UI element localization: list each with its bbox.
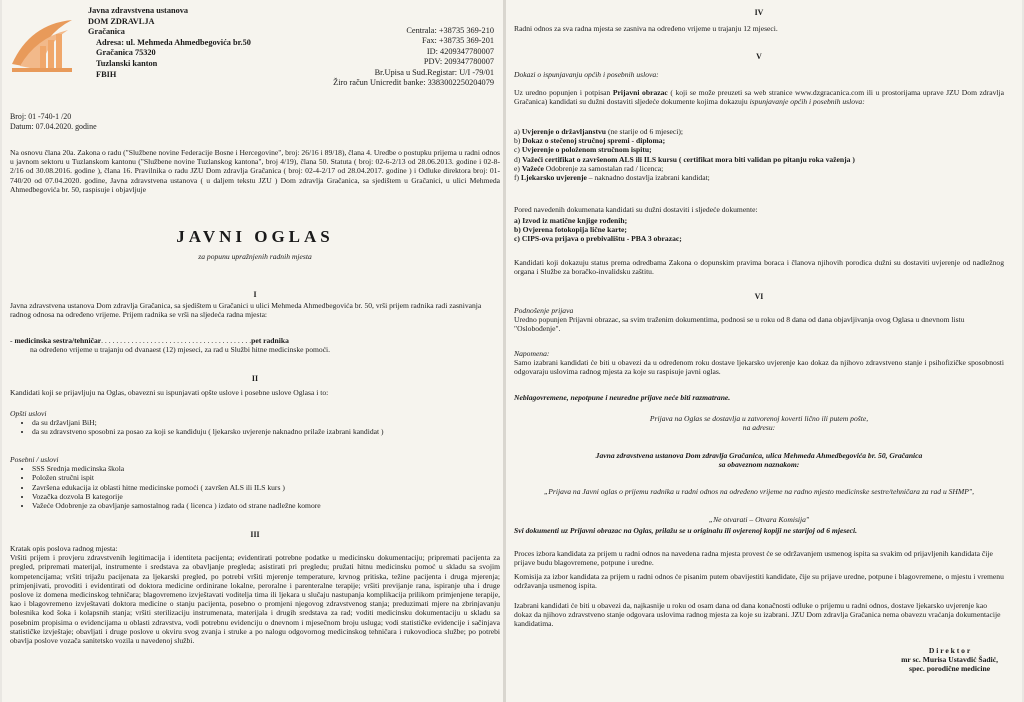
contact-line: Žiro račun Unicredit banke: 3383002250204079 xyxy=(333,78,494,88)
section-iv-text: Radni odnos za sva radna mjesta se zasniva na određeno vrijeme u trajanju 12 mjeseci. xyxy=(514,24,778,33)
note-text: Samo izabrani kandidati će biti u obavezi da u određenom roku dostave ljekarsko uvjerenje kao dokaz da njihovo zdravstveno stanje i psihofizičke sposobnosti odgovaraju uslovima radnog mjesta za koje su raspisuje javni oglas. xyxy=(514,358,1004,377)
submission-label: Podnošenje prijava xyxy=(514,306,574,315)
general-conditions xyxy=(10,409,500,437)
general-conditions-label: Opšti uslovi xyxy=(10,409,47,418)
additional-docs-intro: Pored navedenih dokumenata kandidati su dužni dostaviti i sljedeće dokumente: xyxy=(514,205,758,214)
special-condition-item: • Vozačka dozvola B kategorije xyxy=(32,492,500,501)
proof-item-letter: a) xyxy=(514,127,520,136)
address-line: Javna zdravstvena ustanova Dom zdravlja Gračanica, ulica Mehmeda Ahmedbegovića br. 50, Gračanica xyxy=(595,451,923,460)
org-line: Gračanica xyxy=(88,27,125,37)
section-vi-heading: VI xyxy=(754,292,764,301)
proof-item-bold: Dokaz o stečenoj stručnoj spremi - diploma; xyxy=(522,136,666,146)
delivery-line: Prijava na Oglas se dostavlja u zatvorenoj koverti lično ili putem pošte, xyxy=(649,414,869,423)
proof-item-letter: c) xyxy=(514,145,520,155)
envelope-label: „Prijava na Javni oglas o prijemu radnika u radni odnos na određeno vrijeme na radno mjesto medicinske sestre/tehničara za rad u SHMP", xyxy=(544,487,974,496)
note xyxy=(514,349,1004,377)
proof-item-rest: – naknadno dostavlja izabrani kandidat; xyxy=(588,173,710,183)
contact-line: ID: 4209347780007 xyxy=(426,46,494,56)
additional-doc-item xyxy=(514,234,1004,243)
proof-intro-form: Prijavni obrazac xyxy=(612,88,668,97)
announcement-subtitle: za popunu upražnjenih radnih mjesta xyxy=(198,252,312,261)
documents-note: Svi dokumenti uz Prijavni obrazac na Oglas, prilažu se u originalu ili ovjerenoj kopiji ne starijoj od 6 mjeseci. xyxy=(514,526,858,535)
director-title: D i r e k t o r xyxy=(928,646,971,655)
selected-candidates-note: Izabrani kandidati će biti u obavezi da, najkasnije u roku od osam dana od dana konačnosti odluke o prijemu u radni odnos, dostave ljekarsko uvjerenje kao dokaz da njihovo zdravstveno stanje odgovara uslovima radnog mjesta za koje su izabrani. JZU Dom zdravlja Gračanica nema obavezu vraćanja dokumentacije kandidatima. xyxy=(514,601,1001,629)
submission xyxy=(514,306,1004,334)
additional-doc-text: CIPS-ova prijava o prebivalištu - PBA 3 obrazac; xyxy=(521,234,682,244)
proof-intro xyxy=(514,88,1004,106)
proof-item-rest: (ne starije od 6 mjeseci); xyxy=(607,127,684,136)
section-ii-heading: II xyxy=(251,374,259,383)
do-not-open: „Ne otvarati – Otvara Komisija" xyxy=(708,515,810,524)
section-i-text: Javna zdravstvena ustanova Dom zdravlja Gračanica, sa sjedištem u Gračanici u ulici Mehmeda Ahmedbegovića br. 50, vrši prijem radnika radi zasnivanja radnog odnosa na određeno vrijeme. Prijem radnika se vrši na sljedeća radna mjesta: xyxy=(10,301,482,320)
letterhead xyxy=(8,6,500,98)
director-name: mr sc. Murisa Ustavdić Šadić, xyxy=(901,655,998,665)
proof-item xyxy=(514,136,1004,145)
special-condition-item: • Važeće Odobrenje za obavljanje samostalnog rada ( licenca ) izdato od strane nadležne komore xyxy=(32,501,500,510)
position-name: medicinska sestra/tehničar xyxy=(14,336,102,345)
selection-process: Proces izbora kandidata za prijem u radni odnos na navedena radna mjesta provest će se održavanjem usmenog ispita sa svakim od prijavljenih kandidata čije prijave budu blagovremene, potpune i uredne. xyxy=(514,549,993,568)
position-count: pet radnika xyxy=(251,336,289,345)
proof-item-bold: Ljekarsko uvjerenje xyxy=(520,173,587,183)
announcement-title: JAVNI OGLAS xyxy=(176,227,334,246)
delivery-address xyxy=(514,451,1004,469)
proof-item xyxy=(514,164,1004,173)
special-condition-item: • Završena edukacija iz oblasti hitne medicinske pomoći ( završen ALS ili ILS kurs ) xyxy=(32,483,500,492)
section-iii-heading: III xyxy=(250,530,260,539)
proof-item-letter: f) xyxy=(514,173,520,183)
commission-note: Komisija za izbor kandidata za prijem u radni odnos će pisanim putem obavijestiti kandidate, čije su prijave uredne, potpune i blagovremene, o mjestu i vremenu održavanja usmenog ispita. xyxy=(514,572,1004,591)
org-line: Gračanica 75320 xyxy=(96,48,156,58)
special-conditions xyxy=(10,455,500,510)
right-column xyxy=(506,0,1022,702)
job-description-label: Kratak opis poslova radnog mjesta: xyxy=(10,544,118,553)
general-condition-item: • da su državljani BiH; xyxy=(32,418,500,427)
veterans-note: Kandidati koji dokazuju status prema odredbama Zakona o dopunskim pravima boraca i članova njihovih porodica dužni su dostaviti uvjerenje od nadležnog organa i Službe za boračko-invalidsku zaštitu. xyxy=(514,258,1004,277)
proof-item-bold: Uvjerenje o položenom stručnom ispitu; xyxy=(521,145,652,155)
section-v-heading: V xyxy=(756,52,762,61)
org-line: DOM ZDRAVLJA xyxy=(88,16,155,26)
proof-intro-d: ispunjavanje općih i posebnih uslova: xyxy=(749,97,865,107)
late-applications-note: Neblagovremene, nepotpune i neuredne prijave neće biti razmatrane. xyxy=(514,393,731,402)
section-ii-text: Kandidati koji se prijavljuju na Oglas, obavezni su ispunjavati opšte uslove i posebne uslove Oglasa i to: xyxy=(10,388,329,397)
general-condition-item: • da su zdravstveno sposobni za posao za koji se kandiduju ( ljekarsko uvjerenje naknadno prilaže izabrani kandidat ) xyxy=(32,427,500,436)
contact-line: PDV: 209347780007 xyxy=(423,57,494,67)
special-conditions-label: Posebni / uslovi xyxy=(10,455,59,464)
additional-doc-text: Ovjerena fotokopija lične karte; xyxy=(522,225,627,235)
section-i-heading: I xyxy=(253,290,257,299)
additional-doc-letter: b) xyxy=(514,225,521,235)
proof-item xyxy=(514,155,1004,164)
proof-item-bold: Važeće xyxy=(521,163,544,173)
signature-block xyxy=(901,646,998,674)
proof-item xyxy=(514,127,1004,136)
additional-doc-letter: c) xyxy=(514,234,520,244)
contact-line: Fax: +38735 369-201 xyxy=(422,36,494,46)
org-line: Javna zdravstvena ustanova xyxy=(88,6,189,15)
additional-doc-text: Izvod iz matične knjige rođenih; xyxy=(522,216,628,225)
proof-intro-c: ( koji se može preuzeti sa web stranice www.dzgracanica.com ili u prostorijama uprave JZU Dom zdravlja Gračanica) kandidati su dužni dostaviti sljedeće dokumente kojima dokazuju xyxy=(514,88,1005,107)
proof-intro-a: Uz uredno popunjen i potpisan xyxy=(514,88,611,97)
delivery-line: na adresu: xyxy=(742,423,776,433)
proof-item-bold: Važeći certifikat o završenom ALS ili ILS kursu ( certifikat mora biti validan po pitanju roka važenja ) xyxy=(522,154,855,164)
org-line: Tuzlanski kanton xyxy=(96,58,158,68)
contact-line: Br.Upisa u Sud.Registar: U/I -79/01 xyxy=(374,67,494,77)
org-line: FBIH xyxy=(96,69,117,79)
additional-doc-letter: a) xyxy=(514,216,521,225)
proof-label: Dokazi o ispunjavanju općih i posebnih uslova: xyxy=(514,70,659,79)
institution-info xyxy=(88,6,251,80)
legal-basis: Na osnovu člana 20a. Zakona o radu ("Službene novine Federacije Bosne i Hercegovine", broj: 26/16 i 89/18), člana 4. Uredbe o postupku prijema u radni odnos u javnom sektoru u Tuzlanskom kantonu ("Službene novine Tuzlanskog kantona", broj 4/19), člana 50. Statuta ( broj: 02-6-2/13 od 28.06.2013. godine i 02-8-2/16 od 30.08.2016. godine ), člana 16. Pravilnika o radu JZU Dom zdravlja Gračanica ( broj: 02-4-2/17 od 28.04.2017. godine ) i Odluke direktora broj: 01-740/20 od 07.04.2020. godine, Javna zdravstvena ustanova ( u daljem tekstu JZU ) Dom zdravlja Gračanica, sa sjedištem u Gračanici, u ulici Mehmeda Ahmedbegovića br. 50, raspisuje i objavljuje xyxy=(10,148,500,194)
document-date: Datum: 07.04.2020. godine xyxy=(10,122,97,131)
reference-info xyxy=(10,112,500,132)
additional-doc-item xyxy=(514,225,1004,234)
proof-item-bold: Uvjerenje o državljanstvu xyxy=(521,127,607,136)
additional-doc-item xyxy=(514,216,1004,225)
proof-item-letter: d) xyxy=(514,154,521,164)
job-description xyxy=(10,544,500,645)
left-column xyxy=(2,0,504,702)
institution-logo xyxy=(10,16,80,76)
org-line: Adresa: ul. Mehmeda Ahmedbegovića br.50 xyxy=(96,37,251,47)
note-label: Napomena: xyxy=(514,349,550,358)
proof-item xyxy=(514,173,1004,182)
proof-item-letter: e) xyxy=(514,163,520,173)
proof-list xyxy=(514,127,1004,182)
position-description: na određeno vrijeme u trajanju od dvanaest (12) mjeseci, za rad u Službi hitne medicinske pomoći. xyxy=(30,345,331,355)
special-condition-item: • Položen stručni ispit xyxy=(32,473,500,482)
proof-item-letter: b) xyxy=(514,136,521,146)
contact-info xyxy=(333,26,494,88)
contact-line: Centrala: +38735 369-210 xyxy=(406,26,494,35)
position-dots: . . . . . . . . . . . . . . . . . . . . . . . . . . . . . . . . . . . . . . . . xyxy=(101,336,252,345)
additional-docs-list xyxy=(514,216,1004,244)
position-item: - medicinska sestra/tehničar. . . . . . . . . . . . . . . . . . . . . . . . . . . . . . . . . . . . . . . .pet radnika na određeno vrijeme u trajanju od dvanaest (12) mjeseci, za rad u Službi hitne medicinske pomoći. xyxy=(10,336,500,354)
special-condition-item: • SSS Srednja medicinska škola xyxy=(32,464,500,473)
proof-item xyxy=(514,145,1004,154)
delivery-instructions xyxy=(514,414,1004,432)
director-specialty: spec. porodične medicine xyxy=(909,664,991,674)
proof-item-rest: Odobrenje za samostalan rad / licenca; xyxy=(545,163,664,173)
address-line: sa obaveznom naznakom: xyxy=(718,460,800,470)
reference-number: Broj: 01 -740-1 /20 xyxy=(10,112,72,121)
section-iv-heading: IV xyxy=(754,8,764,17)
job-description-text: Vršiti prijem i provjeru zdravstvenih legitimacija i identiteta pacijenta; evidentirati potrebne podatke u medicinsku dokumentaciju; pripremati pacijenta za pregled, pripremati materijal, instrumente i sredstava za obavljanje pregleda; asistirati pri pregledu; pružati hitnu medicinsku pomoć u skladu sa svojim kompetencijama; vršiti trijažu pacijenata za ljekarski pregled, po potrebi vršiti mjerenje temperature, krvnog pritiska, težine pacijenta i druga mjerenja; primjenjivati, provoditi i evidentirati od doktora medicine ordinirane lokalne, peroralne i parenteralne terapije; vršiti previjanje rana, ispiranje uha i druge poslove iz domena medicinskog tehničara; blagovremeno izvještavati voditelja tima ili ljekara u slučaju nastupanja komplikacija prilikom primjenjene terapije, kao i blagovremeno izvještavati doktora medicine o stanju pacijenta, posebno o promjeni njegovog zdravstvenog stanja; preduzimati mjere na zbrinjavanju bolesnika kod šoka i kolapsnih stanja; vršiti sterilizaciju instrumenata, materijala i drugih sredstava za rad; voditi medicinsku dokumentaciju u skladu sa posebnim propisima o evidencijama u oblasti zdravstva, vodi potrebnu evidenciju o dnevnom i mjesečnom broju usluga; vodi statističke evidencije i sačinjava statističke izvještaje; obavljati i druge poslove u okviru svog zvanja i struke a po nalogu odgovornog medicinskog tehničara i rukovodioca službe; po potrebi obavlja poslove vozača sanitetsko vozila u navedenoj službi. xyxy=(10,553,500,646)
submission-text: Uredno popunjen Prijavni obrazac, sa svim traženim dokumentima, podnosi se u roku od 8 dana od dana objavljivanja ovog Oglasa u dnevnom listu "Oslobođenje". xyxy=(514,315,965,334)
